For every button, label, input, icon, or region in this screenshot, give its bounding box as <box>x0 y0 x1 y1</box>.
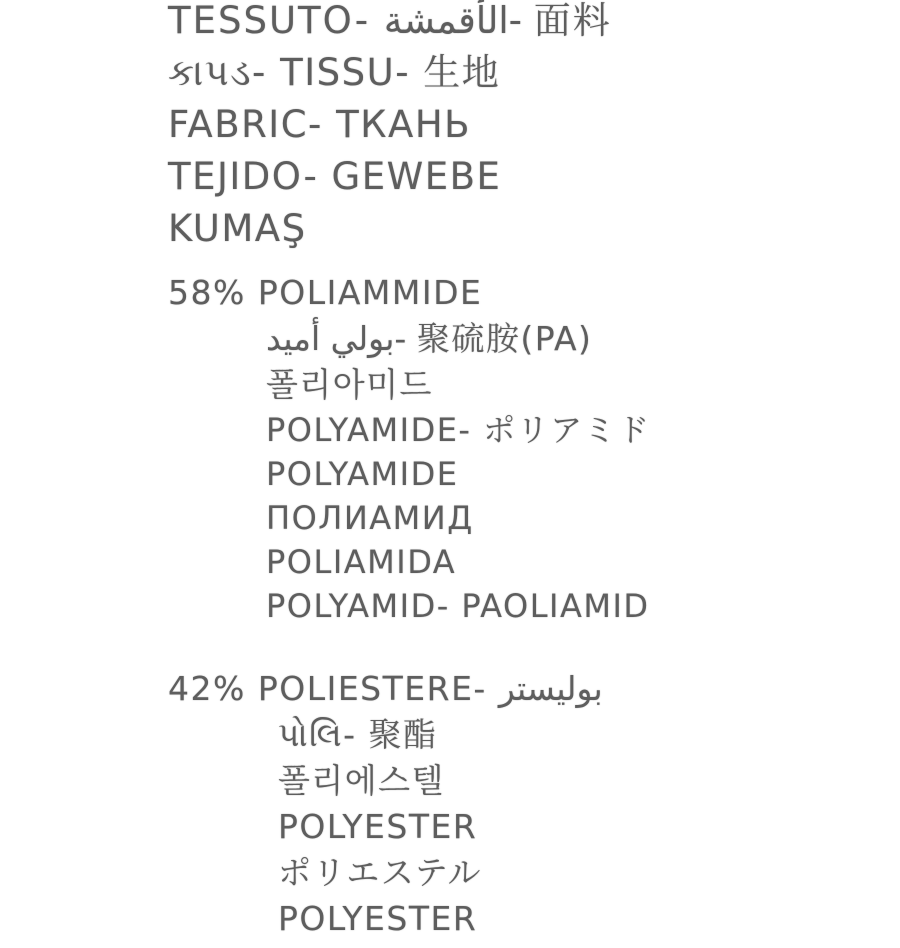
composition-polyester-block <box>0 669 900 948</box>
composition-language-line: POLYESTER <box>278 899 478 938</box>
composition-percent-line: 58% POLIAMMIDE <box>168 273 483 312</box>
fabric-heading-line: FABRIC- ТКАНЬ <box>168 103 472 146</box>
composition-language-line: POLYESTER <box>278 807 478 846</box>
composition-language-line: POLYAMID- PAOLIAMID <box>266 587 650 625</box>
composition-language-line: ПОЛИАМИД <box>266 499 474 537</box>
fabric-heading-line: TEJIDO- GEWEBE <box>168 155 502 198</box>
fabric-heading-line: TESSUTO- الأقمشة- 面料 <box>168 0 612 42</box>
composition-language-line: 폴리에스텔 <box>278 761 445 800</box>
composition-language-line: ポリエステル <box>278 853 483 892</box>
composition-percent-line: 42% POLIESTERE- بوليستر <box>168 669 603 708</box>
composition-language-line: પોલિ- 聚酯 <box>278 715 438 754</box>
composition-language-line: 폴리아미드 <box>266 365 433 404</box>
fabric-heading-block <box>0 2 900 262</box>
fabric-heading-line: કાપડ- TISSU- 生地 <box>168 51 501 94</box>
composition-language-line: بولي أميد- 聚硫胺(PA) <box>266 319 593 358</box>
composition-language-line: POLYAMIDE- ポリアミド <box>266 411 651 449</box>
fabric-heading-line: KUMAŞ <box>168 207 307 250</box>
composition-language-line: POLIAMIDA <box>266 543 457 581</box>
composition-language-line: POLYAMIDE <box>266 455 459 493</box>
composition-polyamide-block <box>0 273 900 634</box>
